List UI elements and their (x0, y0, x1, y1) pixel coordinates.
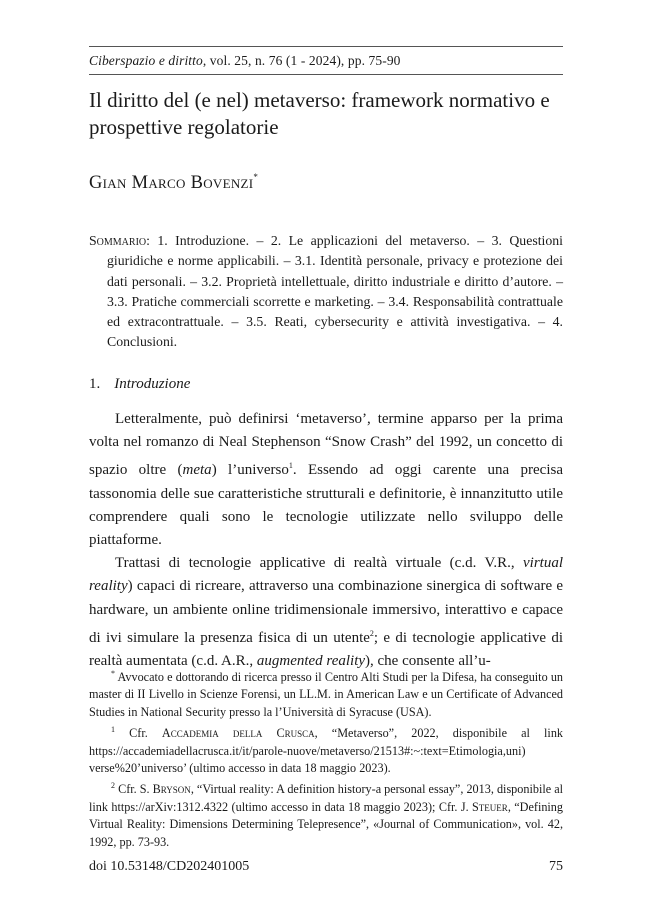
footnote-2-mark: 2 (111, 781, 115, 791)
section-heading (89, 376, 190, 393)
paragraph-2-emphasis-vr: virtual reality (89, 555, 563, 595)
footnote-star-text: Avvocato e dottorando di ricerca presso il Centro Alti Studi per la Difesa, ha conseguito un master di II Livello in Scienze Forensi, un LL.M. in American Law e un Certificate of Advanced Studies in National Security presso la l’Università di Syracuse (USA). (89, 670, 564, 719)
footnote-ref-2[interactable]: 2 (369, 628, 374, 638)
summary-text: : 1. Introduzione. – 2. Le applicazioni del metaverso. – 3. Questioni giuridiche e norme applicabili. – 3.1. Identità personale, privacy e protezione dei dati personali. – 3.2. Proprietà intellettuale, diritto industriale e diritto d’autore. – 3.3. Pratiche commerciali scorrette e marketing. – 3.4. Responsabilità contrattuale ed extracontrattuale. – 3.5. Reati, cybersecurity e attività investigativa. – 4. Conclusioni. (107, 233, 563, 350)
paragraph-1-text-c: . Essendo ad oggi carente una precisa tassonomia delle sue caratteristiche strutturali e definitorie, è innanzitutto utile comprendere quali sono le tecnologie utilizzate nello sviluppo delle piattaforme. (89, 462, 563, 549)
footnote-star (89, 665, 563, 721)
paragraph-2-text-c: ; e di tecnologie applicative di realtà aumentata (c.d. A.R., (89, 629, 564, 670)
author-footnote-mark[interactable]: * (253, 172, 259, 182)
section-title: Introduzione (114, 376, 191, 392)
article-title: Il diritto del (e nel) metaverso: framework normativo e prospettive regolatorie (89, 88, 550, 139)
header-bottom-rule (89, 74, 563, 75)
paragraph-2-emphasis-ar: augmented reality (256, 653, 366, 670)
paragraph-1-text-b: ) l’universo (211, 462, 289, 479)
footnote-1-text-a: Cfr. (129, 726, 162, 741)
footnote-2 (89, 777, 563, 851)
paragraph-1 (89, 408, 563, 552)
journal-details: , vol. 25, n. 76 (1 - 2024), pp. 75-90 (202, 53, 401, 68)
section-number: 1. (89, 376, 101, 392)
paragraph-2 (89, 552, 563, 673)
footnotes (89, 665, 563, 851)
footnote-2-text-c: , “Defining Virtual Reality: Dimensions Determining Telepresence”, «Journal of Communication», vol. 42, 1992, pp. 73-93. (89, 799, 563, 849)
journal-citation (89, 53, 563, 69)
page-number: 75 (549, 859, 563, 874)
footnote-2-author-1: Bryson (152, 782, 191, 797)
summary-label: Sommario (89, 233, 147, 248)
footnote-1-text-b: , “Metaverso”, 2022, disponibile al link https://accademiadellacrusca.it/it/parole-nuove/metaverso/21513#:~:text=Etimologia,uni) verse%20’universo’ (ultimo accesso in data 18 maggio 2023). (89, 726, 564, 776)
paragraph-2-text-a: Trattasi di tecnologie applicative di realtà virtuale (c.d. V.R., (115, 555, 523, 572)
footnote-2-author-2: Steuer (472, 799, 508, 814)
paragraph-2-text-b: ) capaci di ricreare, attraverso una combinazione sinergica di software e hardware, un ambiente online tridimensionale immersivo, interattivo e capace di ivi simulare la presenza fisica di un utente (89, 578, 563, 646)
paragraph-1-text-a: Letteralmente, può definirsi ‘metaverso’, termine apparso per la prima volta nel romanzo di Neal Stephenson “Snow Crash” del 1992, un concetto di spazio oltre ( (89, 411, 563, 479)
footnote-1-author: Accademia della Crusca (161, 726, 315, 741)
footnote-star-mark: * (111, 669, 115, 678)
doi-link[interactable]: doi 10.53148/CD202401005 (89, 859, 250, 874)
footnote-2-text-b: , “Virtual reality: A definition history-a personal essay”, 2013, disponibile al link https://arXiv:1312.4322 (ultimo accesso in data 18 maggio 2023); Cfr. J. (89, 782, 563, 814)
footnote-1 (89, 721, 563, 777)
body-text (89, 408, 563, 673)
footnote-2-text-a: Cfr. S. (118, 782, 153, 797)
footnote-1-mark: 1 (111, 725, 115, 735)
paragraph-2-text-d: ), che consente all’u- (365, 653, 491, 670)
paragraph-1-emphasis: meta (182, 462, 212, 479)
author-name: Gian Marco Bovenzi (89, 173, 254, 193)
author-line (89, 172, 258, 194)
header-top-rule (89, 46, 563, 47)
journal-name: Ciberspazio e diritto (89, 53, 203, 68)
summary-block (89, 231, 563, 353)
footnote-ref-1[interactable]: 1 (288, 461, 293, 471)
